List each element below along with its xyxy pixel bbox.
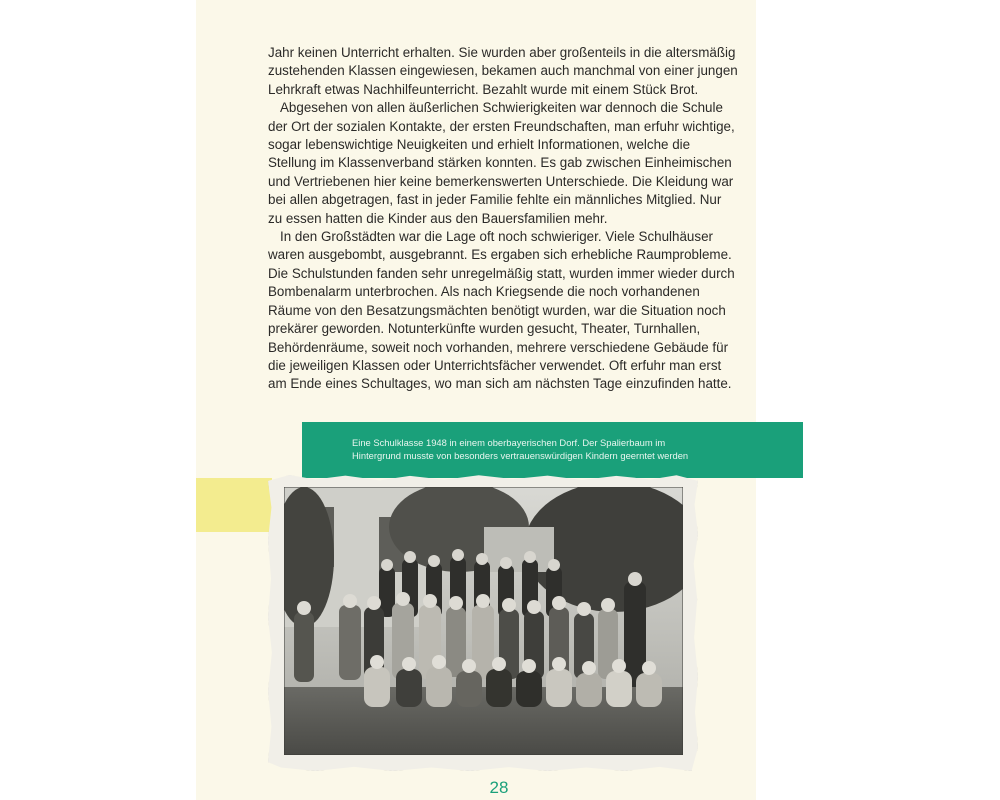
school-class-photo-icon bbox=[284, 487, 683, 755]
body-text bbox=[268, 44, 738, 394]
page-number: 28 bbox=[489, 778, 509, 797]
paragraph-1: Jahr keinen Unterricht erhalten. Sie wurden aber großenteils in die altersmäßig zustehenden Klassen eingewiesen, bekamen auch manchmal von einer jungen Lehrkraft etwas Nachhilfeunterricht. Bezahlt wurde mit einem Stück Brot. bbox=[268, 45, 738, 97]
caption-line-2: Hintergrund musste von besonders vertrauenswürdigen Kindern geerntet werden bbox=[352, 449, 689, 461]
photo-caption bbox=[352, 437, 772, 462]
caption-line-1: Eine Schulklasse 1948 in einem oberbayerischen Dorf. Der Spalierbaum im bbox=[352, 437, 666, 448]
yellow-accent-band bbox=[196, 478, 272, 532]
paragraph-3: In den Großstädten war die Lage oft noch schwieriger. Viele Schulhäuser waren ausgebombt, ausgebrannt. Es ergaben sich erhebliche Raumprobleme. Die Schulstunden fanden sehr unregelmäßig statt, wurden immer wieder durch Bombenalarm unterbrochen. Als nach Kriegsende die noch vorhandenen Räume von den Besatzungsmächten benötigt wurden, war die Situation noch prekärer geworden. Notunterkünfte wurden gesucht, Theater, Turnhallen, Behördenräume, soweit noch vorhanden, mehrere verschiedene Gebäude für die jeweiligen Klassen oder Unterrichtsfächer verwendet. Oft erfuhr man erst am Ende eines Schultages, wo man sich am nächsten Tage einzufinden hatte. bbox=[268, 229, 735, 392]
paragraph-2: Abgesehen von allen äußerlichen Schwierigkeiten war dennoch die Schule der Ort der sozialen Kontakte, der ersten Freundschaften, man erfuhr wichtige, sogar lebenswichtige Neuigkeiten und erhielt Informationen, welche die Stellung im Klassenverband stärken konnten. Es gab zwischen Einheimischen und Vertriebenen hier keine bemerkenswerten Unterschiede. Die Kleidung war bei allen abgetragen, fast in jeder Familie fehlte ein männliches Mitglied. Nur zu essen hatten die Kinder aus den Bauersfamilien mehr. bbox=[268, 100, 735, 226]
school-class-photo bbox=[284, 487, 683, 755]
